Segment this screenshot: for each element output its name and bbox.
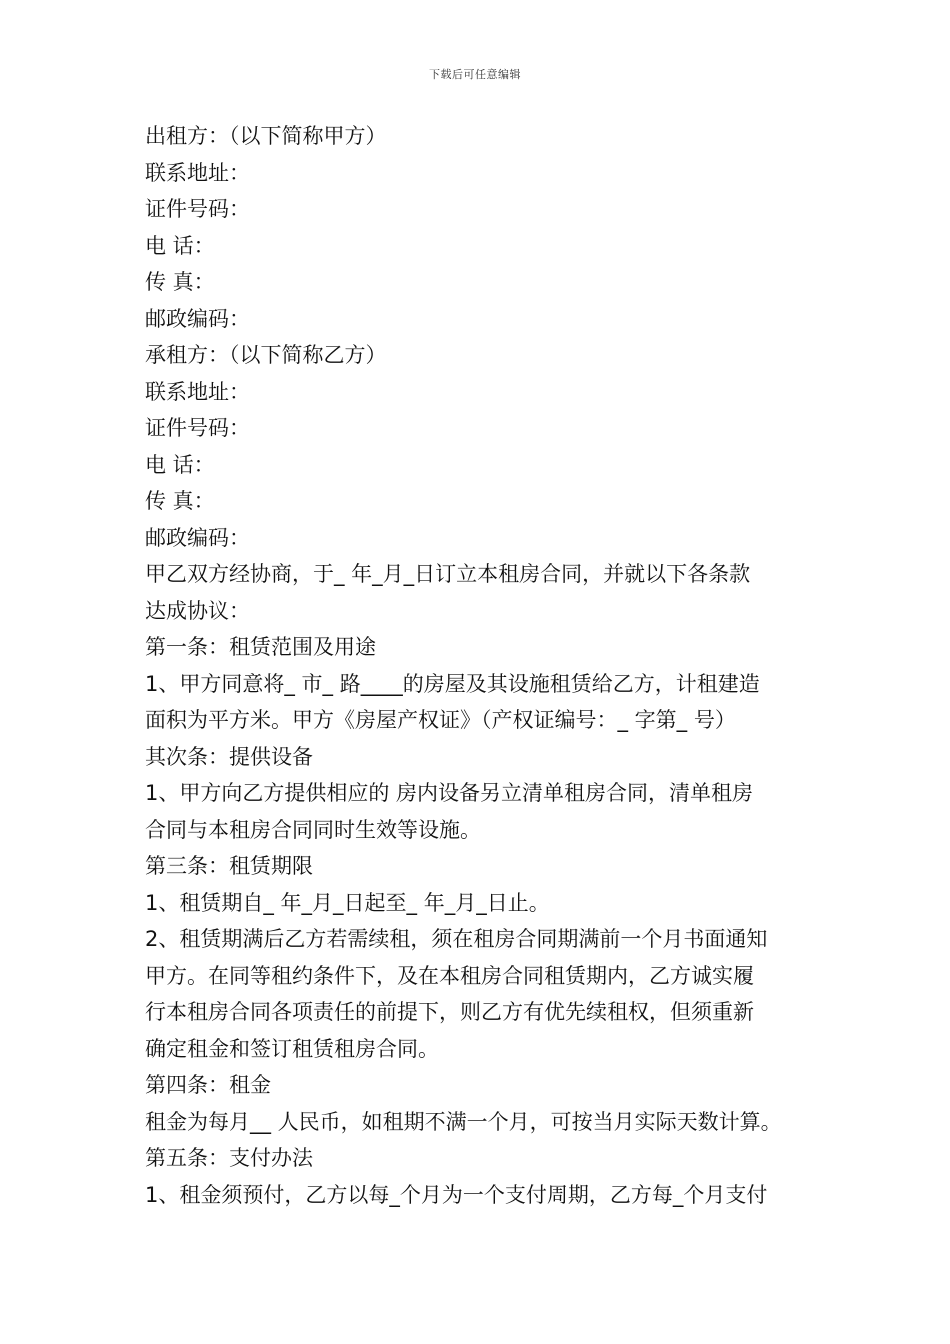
lessee-postcode-line: 邮政编码： <box>145 525 250 550</box>
article-2-item-1: 1、甲方向乙方提供相应的 房内设备另立清单租房合同，清单租房 <box>145 781 754 805</box>
article-1-item-1: 1、甲方同意将_ 市_ 路____的房屋及其设施租赁给乙方，计租建造 <box>145 671 760 696</box>
article-3-item-2: 2、租赁期满后乙方若需续租，须在租房合同期满前一个月书面通知 <box>145 927 768 951</box>
article-1-heading: 第一条：租赁范围及用途 <box>145 635 376 659</box>
article-3-item-2-cont-1: 甲方。在同等租约条件下，及在本租房合同租赁期内，乙方诚实履 <box>145 963 754 988</box>
article-3-heading: 第三条：租赁期限 <box>145 854 313 878</box>
lessee-fax-line: 传 真： <box>145 489 215 513</box>
article-1-item-1-cont: 面积为平方米。甲方《房屋产权证》（产权证编号：_ 字第_ 号） <box>145 708 736 732</box>
agreement-intro-line-cont: 达成协议： <box>145 598 250 623</box>
lessor-address-line: 联系地址： <box>145 160 250 185</box>
lessee-phone-line: 电 话： <box>145 452 215 477</box>
article-5-heading: 第五条：支付办法 <box>145 1146 313 1170</box>
article-3-item-2-cont-2: 行本租房合同各项责任的前提下，则乙方有优先续租权，但须重新 <box>145 1000 754 1024</box>
lessee-address-line: 联系地址： <box>145 379 250 404</box>
lessor-line: 出租方：（以下简称甲方） <box>145 124 387 148</box>
article-2-heading: 其次条：提供设备 <box>145 744 313 769</box>
lessee-id-line: 证件号码： <box>145 416 250 440</box>
article-4-text: 租金为每月__ 人民币，如租期不满一个月，可按当月实际天数计算。 <box>145 1109 782 1134</box>
lessee-line: 承租方：（以下简称乙方） <box>145 343 387 367</box>
document-body <box>145 118 815 1213</box>
agreement-intro-line: 甲乙双方经协商，于_ 年_月_日订立本租房合同，并就以下各条款 <box>145 562 751 586</box>
article-3-item-1: 1、租赁期自_ 年_月_日起至_ 年_月_日止。 <box>145 890 550 915</box>
lessor-phone-line: 电 话： <box>145 233 215 258</box>
article-4-heading: 第四条：租金 <box>145 1073 271 1097</box>
lessor-fax-line: 传 真： <box>145 270 215 294</box>
article-5-item-1: 1、租金须预付，乙方以每_个月为一个支付周期，乙方每_个月支付 <box>145 1182 768 1207</box>
article-3-item-2-cont-3: 确定租金和签订租赁租房合同。 <box>145 1036 439 1061</box>
lessor-id-line: 证件号码： <box>145 197 250 221</box>
page-header: 下载后可任意编辑 <box>429 68 521 81</box>
article-2-item-1-cont: 合同与本租房合同同时生效等设施。 <box>145 817 481 842</box>
lessor-postcode-line: 邮政编码： <box>145 306 250 331</box>
